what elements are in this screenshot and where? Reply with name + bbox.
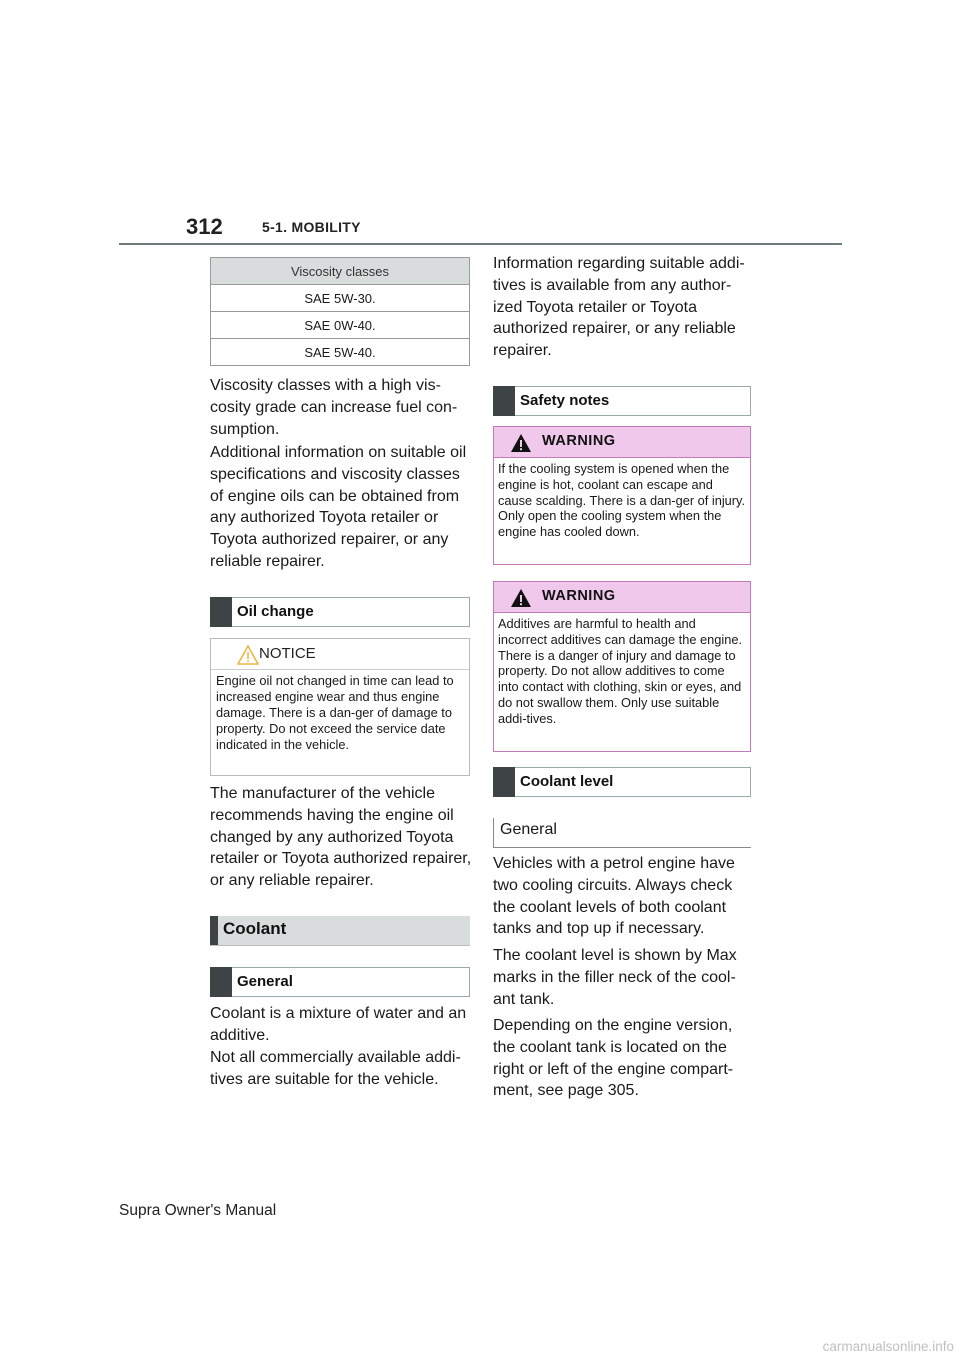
warning-label: WARNING (542, 588, 616, 604)
paragraph-additives-info: Information regarding suitable addi-tives is available from any author-ized Toyota retailer or Toyota authorized repairer, or any reliable repairer. (493, 255, 745, 360)
heading-text: Coolant level (520, 773, 614, 790)
paragraph-oil-change: The manufacturer of the vehicle recommends having the engine oil changed by any authorized Toyota retailer or Toyota authorized repairer, or any reliable repairer. (210, 785, 472, 890)
heading-bar (493, 386, 515, 416)
notice-header (211, 639, 469, 670)
viscosity-table (210, 257, 470, 366)
page-number: 312 (186, 214, 223, 239)
heading-text: General (237, 973, 293, 990)
heading-bar (210, 916, 218, 945)
paragraph-tank-location: Depending on the engine version, the coolant tank is located on the right or left of the engine compart-ment, see page 305. (493, 1017, 734, 1100)
table-row (211, 285, 470, 312)
viscosity-table-header: Viscosity classes (211, 258, 470, 285)
header-rule (119, 243, 842, 245)
notice-text: Engine oil not changed in time can lead to increased engine wear and thus engine damage. There is a dan-ger of damage to property. Do not exceed the service date indicated in the vehicle. (216, 673, 454, 752)
table-cell: SAE 0W-40. (211, 312, 470, 339)
paragraph-coolant-mixture: Coolant is a mixture of water and an additive. (210, 1005, 467, 1044)
warning-triangle-icon (510, 588, 532, 608)
notice-box (210, 638, 470, 776)
section-label: 5-1. MOBILITY (262, 219, 361, 235)
subheading-general (493, 818, 751, 848)
footer-manual-title: Supra Owner's Manual (119, 1202, 277, 1219)
paragraph-viscosity: Viscosity classes with a high vis-cosity grade can increase fuel con-sumption. (210, 377, 458, 438)
notice-label: NOTICE (259, 645, 316, 662)
warning-header (494, 427, 750, 458)
heading-text: Coolant (223, 919, 287, 938)
heading-coolant-level (493, 767, 751, 797)
subheading-text: General (500, 821, 557, 838)
heading-oil-change (210, 597, 470, 627)
table-row (211, 312, 470, 339)
heading-bar (493, 767, 515, 797)
paragraph-additional-info: Additional information on suitable oil specifications and viscosity classes of engine oils can be obtained from any authorized Toyota retailer or Toyota authorized repairer, or any reliable repairer. (210, 444, 467, 570)
warning-text: Additives are harmful to health and incorrect additives can damage the engine. There is a danger of injury and damage to property. Do not allow additives to come into contact with clothing, skin or eyes, and do not swallow them. Only use suitable addi-tives. (498, 616, 743, 726)
heading-coolant (210, 916, 470, 946)
caution-triangle-icon (237, 645, 259, 665)
paragraph-cooling-circuits: Vehicles with a petrol engine have two cooling circuits. Always check the coolant levels of both coolant tanks and top up if necessary. (493, 855, 735, 938)
heading-text: Safety notes (520, 392, 610, 409)
heading-safety-notes (493, 386, 751, 416)
heading-bar (210, 597, 232, 627)
paragraph-additives: Not all commercially available addi-tives are suitable for the vehicle. (210, 1049, 461, 1088)
heading-general (210, 967, 470, 997)
heading-text: Oil change (237, 603, 314, 620)
warning-text: If the cooling system is opened when the engine is hot, coolant can escape and cause scalding. There is a dan-ger of injury. Only open the cooling system when the engine has cooled down. (498, 461, 746, 540)
heading-bar (210, 967, 232, 997)
table-row (211, 339, 470, 366)
warning-box (493, 426, 751, 565)
warning-triangle-icon (510, 433, 532, 453)
warning-header (494, 582, 750, 613)
warning-label: WARNING (542, 433, 616, 449)
paragraph-max-marks: The coolant level is shown by Max marks in the filler neck of the cool-ant tank. (493, 947, 737, 1008)
table-cell: SAE 5W-40. (211, 339, 470, 366)
table-cell: SAE 5W-30. (211, 285, 470, 312)
warning-box (493, 581, 751, 752)
watermark: carmanualsonline.info (822, 1339, 954, 1354)
